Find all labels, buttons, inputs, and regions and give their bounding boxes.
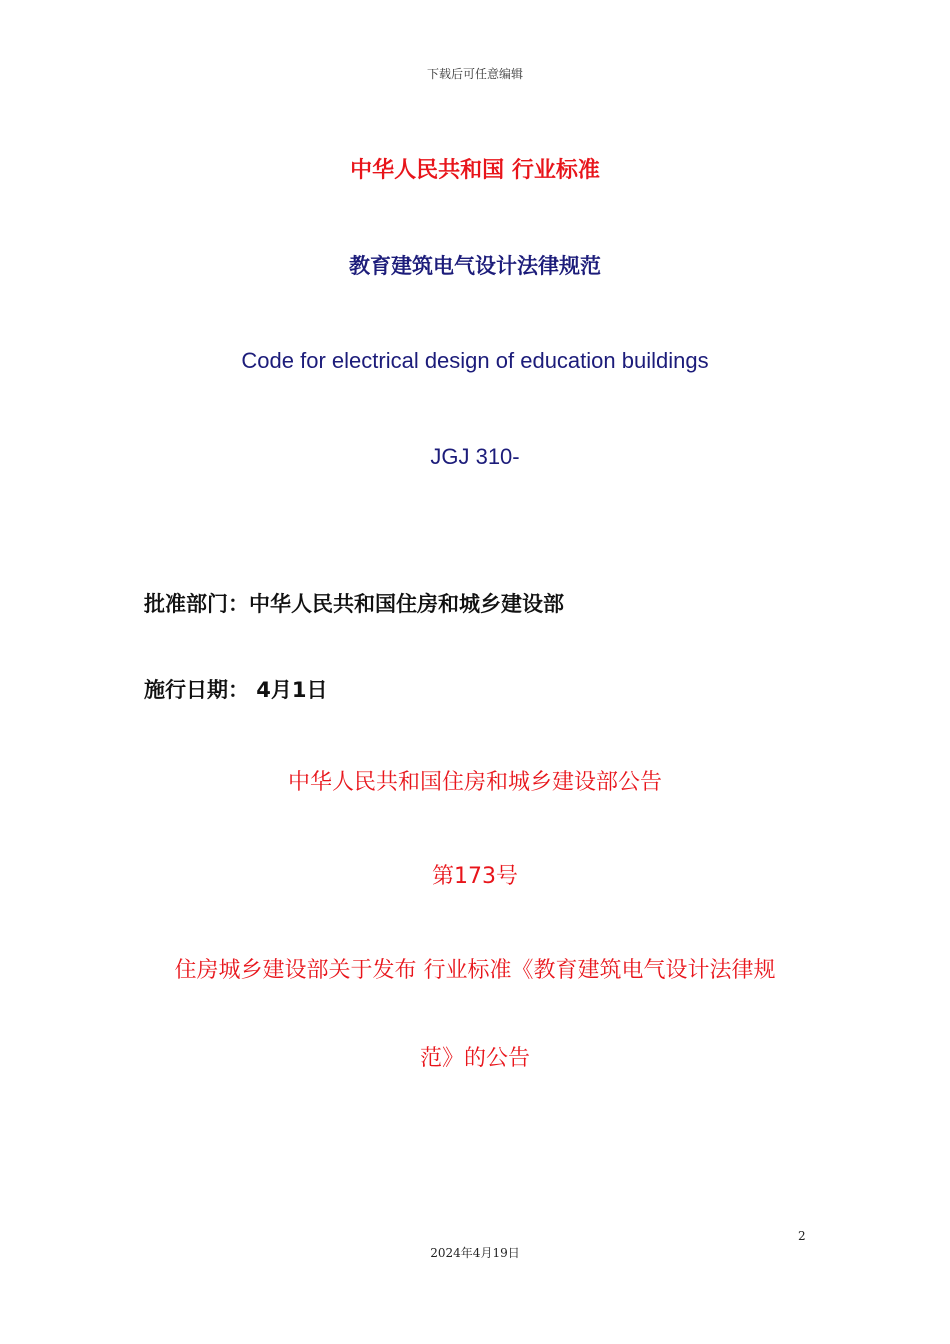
standard-type-heading: 中华人民共和国 行业标准	[350, 158, 600, 183]
notice-number: 第173号	[432, 864, 518, 889]
header-note: 下载后可任意编辑	[426, 67, 523, 81]
document-title-cn: 教育建筑电气设计法律规范	[349, 254, 601, 278]
page-number: 2	[798, 1229, 806, 1243]
footer-date: 2024年4月19日	[430, 1246, 520, 1260]
approval-department: 批准部门：中华人民共和国住房和城乡建设部	[144, 592, 564, 616]
effective-date: 施行日期： 4月1日	[144, 678, 328, 702]
standard-code: JGJ 310-	[430, 444, 520, 469]
notice-subject-line-2: 范》的公告	[419, 1046, 530, 1071]
notice-subject-line-1: 住房城乡建设部关于发布 行业标准《教育建筑电气设计法律规	[174, 958, 776, 983]
document-title-en: Code for electrical design of education buildings	[241, 348, 709, 373]
notice-title: 中华人民共和国住房和城乡建设部公告	[287, 770, 662, 795]
